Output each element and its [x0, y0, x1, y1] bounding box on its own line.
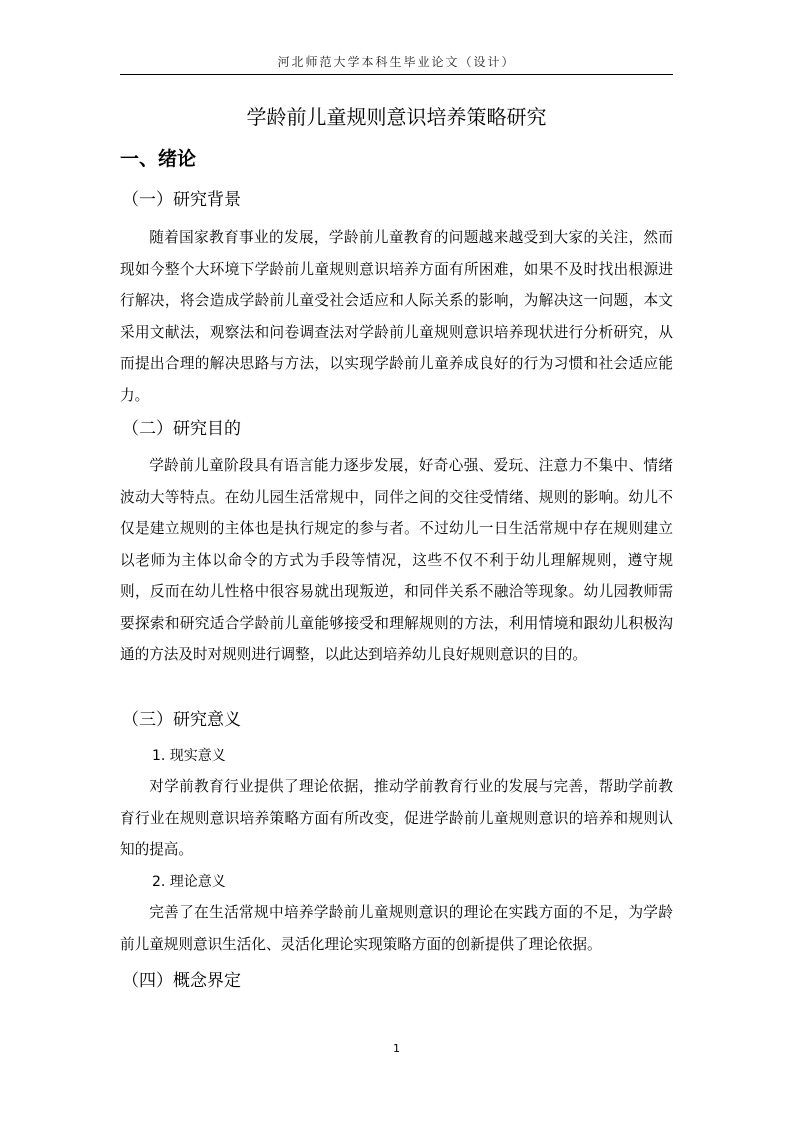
document-title: 学龄前儿童规则意识培养策略研究: [246, 105, 547, 129]
paragraph-practical: 对学前教育行业提供了理论依据，推动学前教育行业的发展与完善，帮助学前教育行业在规则意识培养策略方面有所改变，促进学龄前儿童规则意识的培养和规则认知的提高。: [120, 778, 673, 858]
running-header: 河北师范大学本科生毕业论文（设计）: [277, 55, 516, 69]
page-number: 1: [393, 1042, 400, 1055]
header-rule: [120, 74, 673, 75]
paragraph-purpose: 学龄前儿童阶段具有语言能力逐步发展，好奇心强、爱玩、注意力不集中、情绪波动大等特点。在幼儿园生活常规中，同伴之间的交往受情绪、规则的影响。幼儿不仅是建立规则的主体也是执行规定的参与者。不过幼儿一日生活常规中存在规则建立以老师为主体以命令的方式为手段等情况，这些不仅不利于幼儿理解规则，遵守规则，反而在幼儿性格中很容易就出现叛逆，和同伴关系不融洽等现象。幼儿园教师需要探索和研究适合学龄前儿童能够接受和理解规则的方法，利用情境和跟幼儿积极沟通的方法及时对规则进行调整，以此达到培养幼儿良好规则意识的目的。: [120, 457, 673, 663]
section-heading-significance: （三）研究意义: [122, 710, 241, 730]
paragraph-theoretical: 完善了在生活常规中培养学龄前儿童规则意识的理论在实践方面的不足，为学龄前儿童规则意识生活化、灵活化理论实现策略方面的创新提供了理论依据。: [120, 904, 673, 953]
subsection-heading-practical: 1. 现实意义: [152, 748, 226, 764]
chapter-heading: 一、绪论: [120, 148, 197, 170]
section-heading-purpose: （二）研究目的: [122, 419, 241, 439]
paragraph-background: 随着国家教育事业的发展，学龄前儿童教育的问题越来越受到大家的关注，然而现如今整个大环境下学龄前儿童规则意识培养方面有所困难，如果不及时找出根源进行解决，将会造成学龄前儿童受社会适应和人际关系的影响，为解决这一问题，本文采用文献法，观察法和问卷调查法对学龄前儿童规则意识培养现状进行分析研究，从而提出合理的解决思路与方法，以实现学龄前儿童养成良好的行为习惯和社会适应能力。: [120, 229, 673, 404]
subsection-heading-theoretical: 2. 理论意义: [152, 874, 226, 890]
section-heading-definitions: （四）概念界定: [122, 971, 241, 991]
section-heading-background: （一）研究背景: [122, 190, 241, 210]
